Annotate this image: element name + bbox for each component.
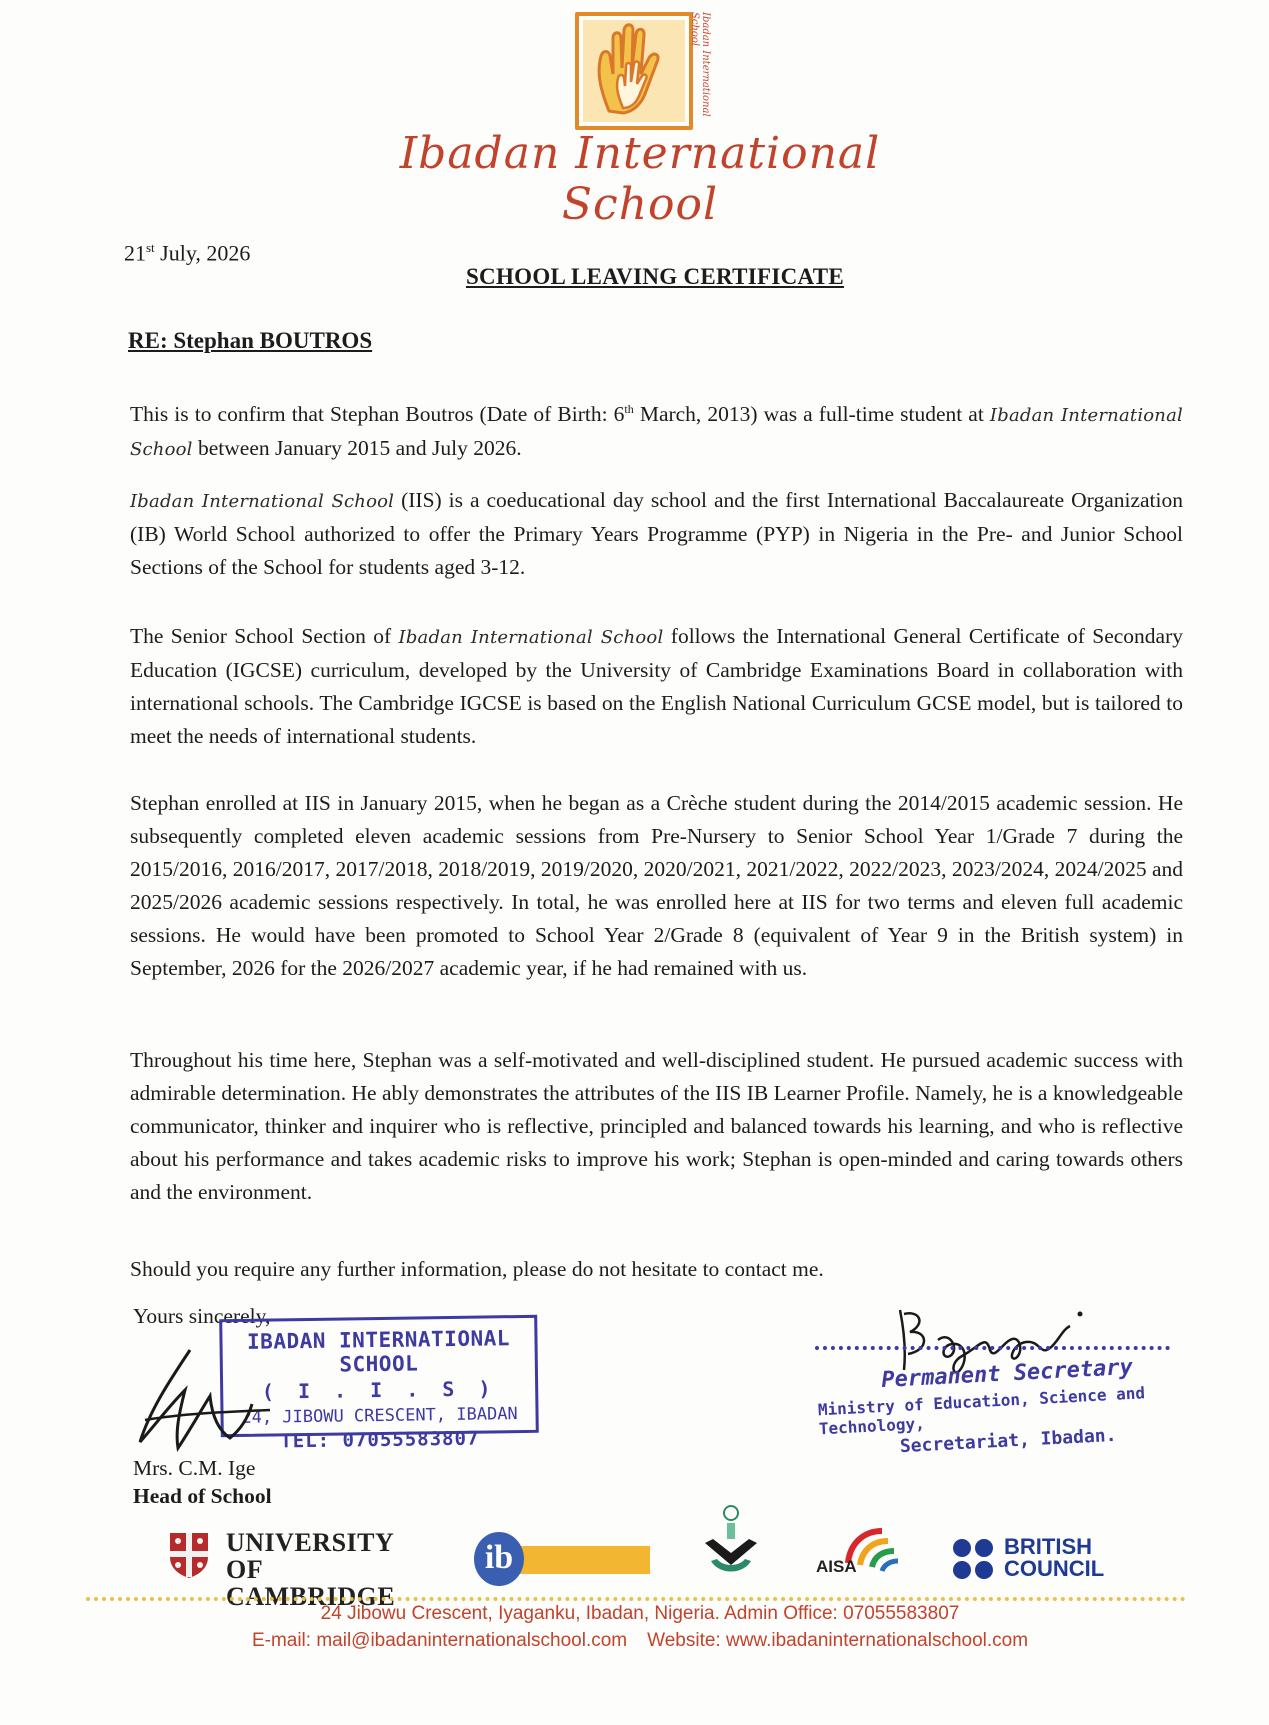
- school-name-heading: Ibadan International School: [399, 128, 881, 230]
- aisa-logo: [812, 1523, 904, 1585]
- stamp-line-secretariat: Secretariat, Ibadan.: [899, 1424, 1117, 1458]
- paragraph-contact: Should you require any further information, please do not hesitate to contact me.: [130, 1257, 824, 1281]
- logo-side-text: Ibadan International School: [689, 12, 711, 117]
- cambridge-line2: CAMBRIDGE: [226, 1582, 396, 1611]
- stamp-line-tel: TEL: 07055583807: [280, 1427, 480, 1453]
- letter-date: 21st July, 2026: [124, 240, 251, 266]
- signer-role: Head of School: [133, 1484, 272, 1508]
- paragraph-school-description: Ibadan International School (IIS) is a coeducational day school and the first International Baccalaureate Organization (IB) World School authorized to offer the Primary Years Programme (PYP) in Nigeria in the Pre- and Junior School Sections of the School for students aged 3-12.: [130, 488, 1183, 579]
- ministry-stamp: [816, 1353, 1180, 1462]
- cambridge-shield-icon: [168, 1531, 210, 1579]
- certificate-title: SCHOOL LEAVING CERTIFICATE: [465, 264, 845, 289]
- paragraph-senior-school: The Senior School Section of Ibadan International School follows the International General Certificate of Secondary Education (IGCSE) curriculum, developed by the University of Cambridge Examinations Board in collaboration with international schools. The Cambridge IGCSE is based on the English National Curriculum GCSE model, but is tailored to meet the needs of international students.: [130, 624, 1184, 748]
- stamp-line-ministry: Ministry of Education, Science and Technology,: [817, 1383, 1146, 1439]
- association-emblem-icon: [697, 1503, 765, 1587]
- head-signature-icon: [130, 1330, 290, 1460]
- school-name-inline: Ibadan International School: [398, 627, 664, 648]
- footer-website[interactable]: Website: www.ibadaninternationalschool.com: [647, 1630, 1029, 1651]
- cambridge-line1: UNIVERSITY OF: [226, 1528, 394, 1584]
- paragraph-confirmation: This is to confirm that Stephan Boutros (Date of Birth: 6th March, 2013) was a full-time student at Ibadan International School between January 2015 and July 2026.: [130, 402, 1183, 461]
- footer-address: 24 Jibowu Crescent, Iyaganku, Ibadan, Nigeria. Admin Office: 07055583807: [320, 1603, 960, 1624]
- hands-logo-icon: [579, 16, 689, 126]
- school-logo: [575, 12, 693, 130]
- signer-name: Mrs. C.M. Ige: [133, 1456, 256, 1480]
- footer-email[interactable]: E-mail: mail@ibadaninternationalschool.com: [251, 1630, 628, 1651]
- cambridge-logo: [168, 1528, 428, 1611]
- stamp-line-abbrev: ( I . I . S ): [261, 1376, 497, 1404]
- british-council-dots-icon: [952, 1538, 996, 1580]
- british-council-logo: [952, 1536, 1112, 1582]
- ib-band: [514, 1546, 650, 1574]
- paragraph-enrollment: Stephan enrolled at IIS in January 2015, when he began as a Crèche student during the 2014/2015 academic session. He subsequently completed eleven academic sessions from Pre-Nursery to Senior School Year 1/Grade 7 during the 2015/2016, 2016/2017, 2017/2018, 2018/2019, 2019/2020, 2020/2021, 2021/2022, 2022/2023, 2023/2024, 2024/2025 and 2025/2026 academic sessions respectively. In total, he was enrolled here at IIS for two terms and eleven full academic sessions. He would have been promoted to School Year 2/Grade 8 (equivalent of Year 9 in the British system) in September, 2026 for the 2026/2027 academic year, if he had remained with us.: [130, 791, 1183, 980]
- bc-line1: BRITISH: [1004, 1534, 1092, 1559]
- bc-line2: COUNCIL: [1004, 1556, 1105, 1581]
- signature-dotted-line: [815, 1346, 1170, 1350]
- stamp-line-title: Permanent Secretary: [880, 1354, 1134, 1394]
- stamp-line-address: 24, JIBOWU CRESCENT, IBADAN: [241, 1404, 518, 1428]
- school-name-inline: Ibadan International School: [130, 491, 395, 512]
- ib-logo: [474, 1532, 650, 1588]
- footer-divider: [86, 1597, 1186, 1601]
- footer-contact: [160, 1630, 1120, 1652]
- school-name-inline: Ibadan International School: [130, 405, 1183, 461]
- aisa-text: AISA: [816, 1557, 857, 1576]
- subject-line: RE: Stephan BOUTROS: [128, 328, 373, 353]
- closing: Yours sincerely,: [133, 1304, 271, 1328]
- ib-circle-icon: ib: [474, 1532, 524, 1586]
- stamp-line-school: IBADAN INTERNATIONAL SCHOOL: [246, 1326, 511, 1377]
- paragraph-character: Throughout his time here, Stephan was a self-motivated and well-disciplined student. He pursued academic success with admirable determination. He ably demonstrates the attributes of the IIS IB Learner Profile. Namely, he is a knowledgeable communicator, thinker and inquirer who is reflective, principled and balanced towards his learning, and who is reflective about his performance and takes academic risks to improve his work; Stephan is open-minded and caring towards others and the environment.: [130, 1048, 1183, 1204]
